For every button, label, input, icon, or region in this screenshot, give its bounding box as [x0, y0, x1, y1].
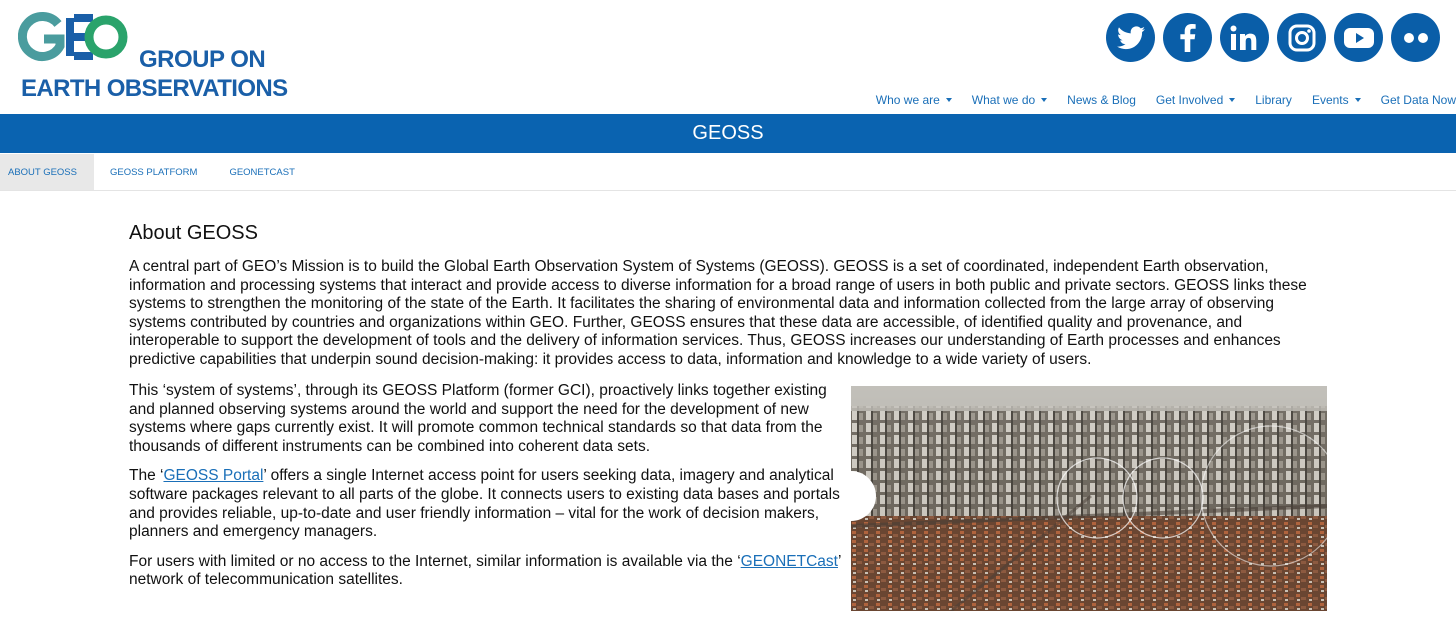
caret-down-icon	[946, 98, 952, 102]
flickr-icon[interactable]	[1391, 13, 1440, 62]
sub-nav	[0, 154, 1456, 191]
nav-news-blog[interactable]	[1057, 93, 1146, 107]
caret-down-icon	[1355, 98, 1361, 102]
nav-label: News & Blog	[1067, 93, 1136, 107]
nav-what-we-do[interactable]	[962, 93, 1057, 107]
instagram-icon[interactable]	[1277, 13, 1326, 62]
nav-label: What we do	[971, 93, 1036, 107]
nav-library[interactable]	[1245, 93, 1302, 107]
text-fragment: For users with limited or no access to the Internet, similar information is available via the ‘	[129, 552, 741, 570]
nav-label: Events	[1311, 93, 1349, 107]
section-banner	[0, 114, 1456, 153]
main-content	[129, 222, 1329, 589]
nav-get-data-now[interactable]	[1371, 93, 1456, 107]
tab-about-geoss[interactable]: ABOUT GEOSS	[0, 154, 94, 190]
paragraph-geonetcast	[129, 553, 849, 590]
tab-geoss-platform[interactable]: GEOSS PLATFORM	[109, 166, 198, 178]
twitter-icon[interactable]	[1106, 13, 1155, 62]
paragraph-system-of-systems: This ‘system of systems’, through its GEOSS Platform (former GCI), proactively links together existing and planned observing systems around the world and support the need for the development of new systems where gaps currently exist. It will promote common technical standards so that data from the thousands of different instruments can be combined into coherent data sets.	[129, 382, 827, 455]
main-nav	[866, 93, 1456, 107]
linkedin-icon[interactable]	[1220, 13, 1269, 62]
site-header	[0, 0, 1456, 114]
page-title: About GEOSS	[129, 222, 258, 244]
social-links	[1106, 13, 1440, 62]
nav-who-we-are[interactable]	[866, 93, 962, 107]
city-aerial-photo	[851, 386, 1327, 611]
nav-label: Library	[1255, 93, 1292, 107]
intro-paragraph: A central part of GEO’s Mission is to build the Global Earth Observation System of Systems (GEOSS). GEOSS is a set of coordinated, independent Earth observation, information and processing systems that interact and provide access to diverse information for a broad range of users in both public and private sectors. GEOSS links these systems to strengthen the monitoring of the state of the Earth. It facilitates the sharing of environmental data and information collected from the large array of observing systems contributed by countries and organizations within GEO. Further, GEOSS ensures that these data are accessible, of identified quality and provenance, and interoperable to support the development of tools and the delivery of information services. Thus, GEOSS increases our understanding of Earth processes and enhances predictive capabilities that underpin sound decision-making: it provides access to data, information and knowledge to a wide variety of users.	[129, 258, 1307, 368]
tab-geonetcast[interactable]: GEONETCAST	[229, 166, 295, 178]
text-fragment: ’ network of telecommunication satellites.	[129, 552, 841, 589]
nav-label: Get Involved	[1155, 93, 1224, 107]
caret-down-icon	[1041, 98, 1047, 102]
text-column	[129, 382, 849, 601]
nav-label: Get Data Now	[1380, 93, 1456, 107]
nav-events[interactable]	[1302, 93, 1371, 107]
paragraph-geoss-portal	[129, 467, 849, 541]
text-fragment: ’ offers a single Internet access point for users seeking data, imagery and analytical software packages relevant to all parts of the globe. It connects users to existing data bases and portals and provides reliable, up-to-date and user friendly information – vital for the work of decision makers, planners and emergency managers.	[129, 467, 840, 541]
section-title: GEOSS	[692, 122, 764, 144]
geo-logo[interactable]	[18, 12, 288, 102]
nav-label: Who we are	[875, 93, 940, 107]
geo-logo-mark	[18, 12, 128, 62]
geoss-portal-link[interactable]: GEOSS Portal	[163, 467, 264, 485]
text-fragment: The ‘	[129, 467, 164, 485]
logo-text-line1: GROUP ON	[139, 46, 266, 73]
city-photo-graphic	[851, 386, 1327, 611]
facebook-icon[interactable]	[1163, 13, 1212, 62]
logo-text-line2: EARTH OBSERVATIONS	[21, 75, 288, 102]
youtube-icon[interactable]	[1334, 13, 1383, 62]
geonetcast-link[interactable]: GEONETCast	[740, 552, 838, 570]
caret-down-icon	[1229, 98, 1235, 102]
nav-get-involved[interactable]	[1146, 93, 1245, 107]
